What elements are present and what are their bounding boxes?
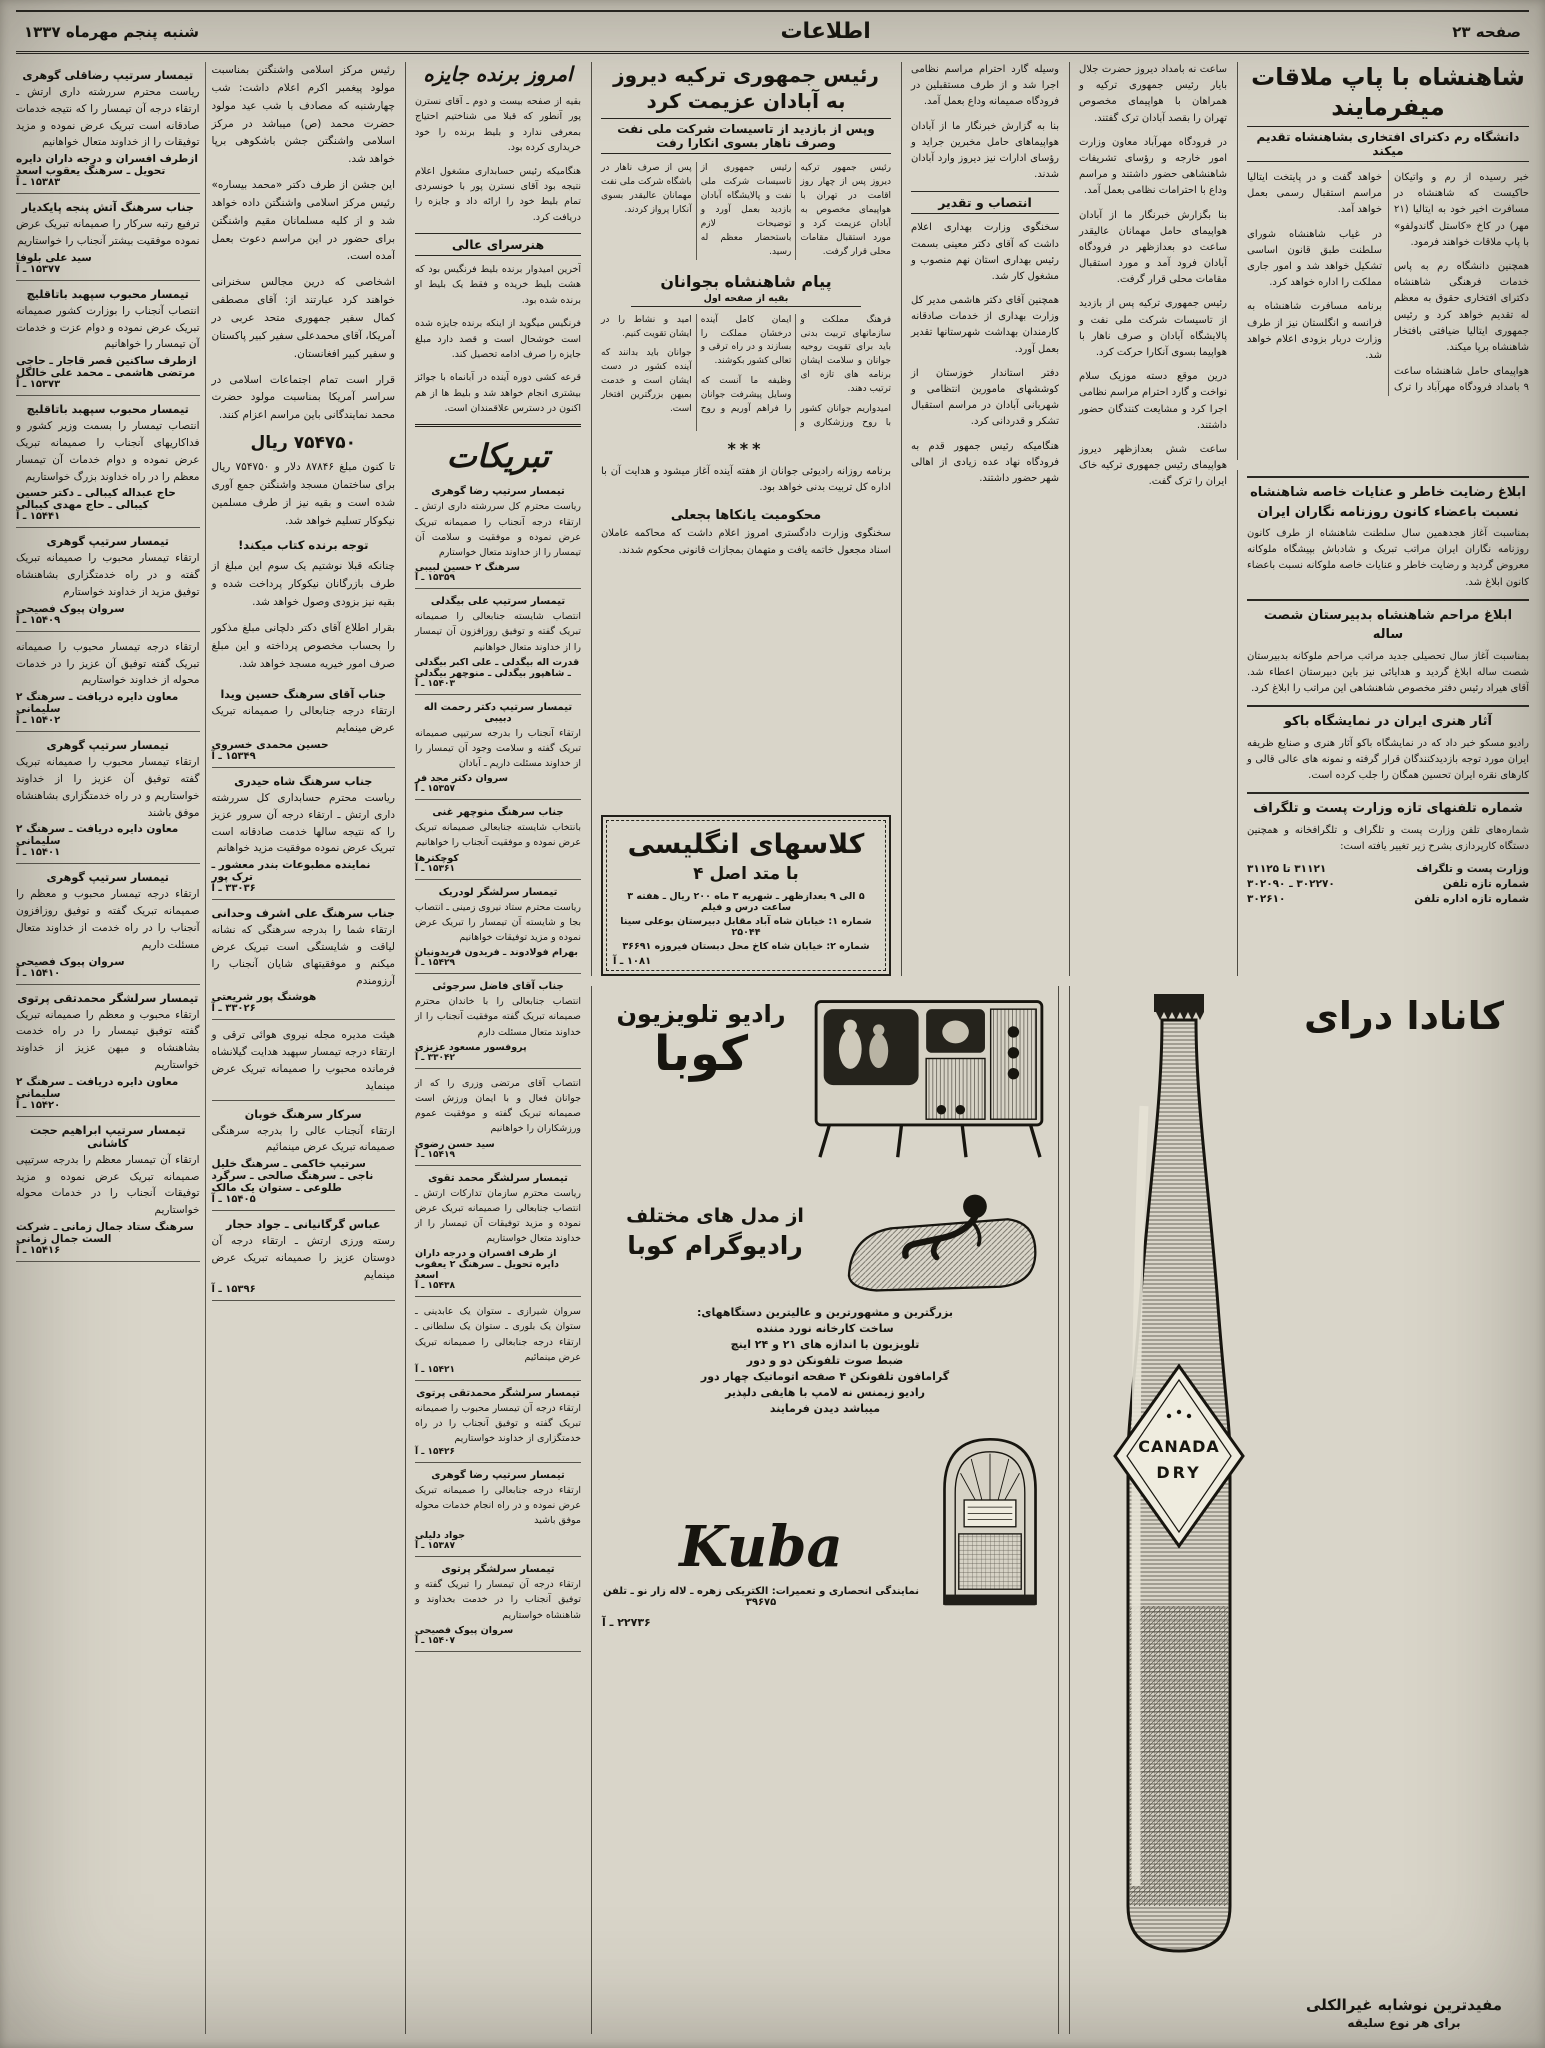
subhead-shah-pope: دانشگاه رم دکترای افتخاری بشاهنشاه تقدیم میکند — [1247, 126, 1529, 162]
classified-text: ارتقاء آنجناب را بدرجه سرتیپی صمیمانه تبریک گفته و سلامت وجود آن تیمسار را از خداوند مسئلت داریم ـ آبادان — [415, 727, 581, 770]
classified-text: ارتقاء درجه آن تیمسار محبوب را صمیمانه تبریک گفته و توفیق آنجناب را در راه خدمتگزاری از خداوند خواستاریم — [415, 1403, 581, 1445]
kuba-ad-bottom-row — [602, 1425, 1048, 1608]
classified-signature: هوشنگ پور شریعتی — [211, 991, 317, 1004]
news-paragraph: هنگامیکه رئیس جمهور قدم به فرودگاه نهاد عده زیادی از اهالی شهر حضور داشتند. — [911, 440, 1059, 484]
classified-text: هیئت مدیره مجله نیروی هوائی ترقی و ارتقاء درجه تیمسار سپهبد هدایت گیلانشاه فرمانده محبوب را صمیمانه تبریک عرض مینماید — [211, 1029, 395, 1092]
ad-detail-line: ساخت کارخانه نورد مننده — [756, 1322, 894, 1335]
article-paragraph: بقرار اطلاع آقای دکتر دلچانی مبلغ مذکور را بحساب مخصوص پرداخته و این مبلغ صرف امور خیریه مسجد خواهد شد. — [211, 621, 395, 670]
classified-signature: سید علی بلوفا — [16, 251, 92, 264]
kuba-ad-middle-row — [602, 1168, 1048, 1296]
classified-ad-number: ۱۵۴۱۹ ـ آ — [415, 1149, 455, 1160]
ad-detail-line: گرامافون تلفونکن ۴ صفحه اتوماتیک چهار دور — [700, 1370, 950, 1383]
classified-item — [212, 681, 396, 768]
kuba-models-line: از مدل های مختلف — [626, 1204, 804, 1227]
phone-line — [1247, 878, 1529, 890]
classified-item — [212, 1101, 396, 1212]
classified-addressee: تیمسار سرتیپ دکتر رحمت اله دبیبی — [423, 701, 573, 724]
news-paragraph: سخنگوی وزارت بهداری اعلام داشت که آقای دکتر معینی بسمت رئیس بهداری استان نهم منصوب و مشغول کار شد. — [911, 222, 1059, 282]
classified-item — [16, 62, 200, 194]
ad-number: ۲۲۷۳۶ ـ آ — [602, 1616, 651, 1629]
phone-numbers-section — [1247, 792, 1529, 905]
article-paragraph: جوانان باید بدانند که آینده کشور در دست ایشان است و خدمت بمیهن بزرگترین افتخار است. — [601, 348, 692, 415]
article-paragraph: رئیس مرکز اسلامی واشنگتن بمناسبت مولود پیغمبر اکرم اعلام داشت: شب چهارشنبه که مصادف با شب عید مولود حضرت محمد (ص) میباشد در مرکز اسلامی واشنگتن جشن باشکوهی برپا خواهد شد. — [211, 64, 395, 166]
canada-dry-bottle-illustration — [1079, 986, 1279, 2034]
classified-item — [212, 1020, 396, 1100]
canada-dry-ad — [1069, 986, 1529, 2034]
classified-signature: سید حسن رضوی — [415, 1138, 495, 1150]
news-paragraph: بنا بگزارش خبرنگار ما از آبادان هواپیمای حامل مهمانان عالیقدر ساعت دو بعدازظهر در فرودگاه آبادان فرود آمد و مورد استقبال مقامات محلی قرار گرفت. — [1079, 209, 1227, 286]
ad-detail-line: بزرگترین و مشهورترین و عالیترین دستگاههای: — [697, 1306, 953, 1319]
notice-line: توجه برنده کتاب میکند! — [238, 538, 369, 553]
news-paragraph: بنا به گزارش خبرنگار ما از آبادان هواپیماهای حامل مخبرین جراید و رؤسای ادارات نیز دیروز وارد آبادان شدند. — [911, 120, 1059, 181]
section-heading: ابلاغ مراحم شاهنشاه بدبیرستان شصت ساله — [1247, 599, 1529, 645]
prize-article-body-2 — [415, 262, 581, 416]
classified-text: ریاست محترم ستاد نیروی زمینی ـ انتصاب بجا و شایسته آن تیمسار را تبریک عرض نموده و مزید توفیقات خواهانیم — [415, 901, 581, 943]
classified-text: ترفیع رتبه سرکار را صمیمانه تبریک عرض نموده موفقیت بیشتر آنجناب را خواستاریم — [16, 218, 200, 247]
canada-dry-caption-line-2: برای هر نوع سلیقه — [1347, 2016, 1461, 2030]
classified-ad-number: ۱۵۴۰۵ ـ آ — [211, 1194, 256, 1206]
ad-number: ۱۰۸۱ ـ آ — [613, 956, 652, 967]
english-ad-subtitle: با متد اصل ۴ — [693, 864, 799, 884]
classified-signature: قدرت اله بیگدلی ـ علی اکبر بیگدلی ـ شاهپور بیگدلی ـ منوچهر بیگدلی — [415, 656, 580, 679]
classified-item — [415, 1463, 581, 1558]
congratulations-list — [415, 479, 581, 1651]
prize-and-congratulations-column — [405, 62, 581, 2034]
classified-text: ریاست محترم سررشته داری ارتش ـ ارتقاء درجه آن تیمسار را که نتیجه خدمات صادقانه است تبریک عرض نموده و مزید توفیقات را از خداوند متعال خواهانیم — [16, 86, 200, 149]
english-classes-ad — [601, 815, 891, 976]
ad-detail-line: ضبط صوت تلفونکن دو و دور — [746, 1354, 904, 1367]
classified-signature: سرهنگ ستاد جمال زمانی ـ شرکت الست جمال زمانی — [16, 1220, 194, 1245]
classified-item — [415, 695, 581, 801]
classified-item — [16, 281, 200, 396]
classified-signature: پروفسور مسعود عزیزی — [415, 1041, 527, 1053]
news-paragraph: در فرودگاه مهرآباد معاون وزارت امور خارجه و رؤسای تشریفات شاهنشاهی حضور داشتند و مراسم وداع با احترامات نظامی بعمل آمد. — [1079, 136, 1227, 197]
classified-item — [415, 1297, 581, 1381]
phones-heading: شماره تلفنهای تازه وزارت پست و تلگراف — [1247, 792, 1529, 819]
classified-item — [16, 396, 200, 528]
classified-text: انتصاب شایسته جنابعالی را صمیمانه تبریک گفته و توفیق روزافزون آن تیمسار را از خداوند متعال خواهانیم — [415, 611, 581, 653]
news-section — [1247, 599, 1529, 698]
classified-item — [212, 900, 396, 1020]
news-paragraph: رئیس جمهوری ترکیه پس از بازدید از تاسیسات شرکت ملی نفت و پالایشگاه آبادان و صرف ناهار با هواپیما بسوی آنکارا حرکت کرد. — [1079, 298, 1227, 358]
article-paragraph: قرعه کشی دوره آینده در آبانماه با جوائز بیشتری انجام خواهد شد و بلیط ها از هم اکنون در دسترس علاقمندان است. — [415, 372, 581, 414]
classified-addressee: تیمسار سرتیپ رضاقلی گوهری — [22, 69, 194, 82]
english-ad-title: کلاسهای انگلیسی — [627, 829, 865, 860]
classified-text: ارتقاء درجه تیمسار محبوب و معظم را صمیمانه تبریک گفته و توفیق روزافزون آنجناب را در راه خدمت از خداوند متعال مسئلت داریم — [16, 888, 200, 951]
classified-signature: از طرف افسران و درجه داران دایره تحویل ـ سرهنگ ۲ یعقوب اسعد — [415, 1248, 559, 1282]
classified-text: انتصاب تیمسار را بسمت وزیر کشور و فداکاریهای آنجناب را صمیمانه تبریک عرض نموده و دوام خدمات آن تیمسار معظم را در راه خداوند بزرگ خواستاریم — [16, 420, 200, 483]
news-paragraph: ساعت شش بعدازظهر دیروز هواپیمای رئیس جمهوری ترکیه خاک ایران را ترک گفت. — [1079, 443, 1227, 488]
shah-message-body-2 — [601, 464, 891, 504]
classified-addressee: تیمسار سرتیپ علی بیگدلی — [430, 596, 566, 608]
conviction-body: سخنگوی وزارت دادگستری امروز اعلام داشت که محاکمه عاملان اسناد مجعول خاتمه یافت و متهمان بمجازات قانونی محکوم شدند. — [601, 528, 891, 556]
kuba-brand-line-1: رادیو تلویزیون — [616, 1000, 786, 1028]
english-ad-address-1: شماره ۱: خیابان شاه آباد مقابل دبیرستان بوعلی سینا ۲۵۰۴۴ — [620, 916, 872, 938]
donation-amount: ۷۵۴۷۵۰ ریال — [250, 433, 356, 454]
classified-item — [415, 880, 581, 975]
classified-ad-number: ۱۵۳۵۹ ـ آ — [415, 573, 455, 584]
classified-item — [415, 479, 581, 589]
article-paragraph: این جشن از طرف دکتر «محمد بیساره» رئیس مرکز اسلامی واشنگتن داده خواهد شد و از کلیه مسلمانان مقیم واشنگتن برای حضور در این مراسم دعوت بعمل آمده است. — [211, 179, 395, 263]
phone-label: وزارت پست و تلگراف — [1416, 863, 1529, 876]
classified-addressee: تیمسار سرلشگر محمدتقی پرتوی — [416, 1388, 580, 1399]
classified-text: انتصاب آقای مرتضی وزری را که از جوانان فعال و با ایمان ورزش است صمیمانه تبریک گفته و موفقیت عموم ورزشکاران را خواهانیم — [415, 1077, 581, 1135]
shah-article-body — [1247, 170, 1529, 396]
classified-item — [415, 1166, 581, 1298]
classified-text: انتصاب آنجناب را بوزارت کشور صمیمانه تبریک عرض نموده و دوام عزت و خدمات آن تیمسار را خواهانیم — [16, 304, 200, 351]
article-paragraph: همچنین دانشگاه رم به پاس خدمات فرهنگی شاهنشاه دکترای افتخاری حقوق به معظم له تقدیم خواهد کرد و رئیس جمهوری ایتالیا ضیافتی بافتخار شاهنشاه برپا میکند. — [1394, 260, 1529, 353]
classified-ad-number: ۱۵۴۰۳ ـ آ — [415, 678, 455, 689]
news-paragraph: همچنین آقای دکتر هاشمی مدیر کل وزارت بهداری از خدمات صادقانه کارمندان بهداشت شهرستانها تقدیر بعمل آورد. — [911, 295, 1059, 355]
canada-dry-caption — [1279, 1996, 1529, 2034]
page-number: صفحه ۲۳ — [1452, 22, 1521, 41]
classified-addressee: تیمسار سرلشگر پرتوی — [441, 1564, 555, 1576]
classified-ad-number: ۱۵۳۸۳ ـ آ — [16, 177, 61, 189]
shah-message-body — [601, 314, 891, 432]
section-heading: آثار هنری ایران در نمایشگاه باکو — [1247, 705, 1529, 732]
news-bottom-list — [911, 220, 1059, 487]
classified-addressee: تیمسار سرتیپ گوهری — [46, 871, 169, 885]
islamic-center-body-top — [212, 62, 396, 425]
news-section — [1247, 705, 1529, 784]
article-paragraph: آخرین امیدوار برنده بلیط فرنگیس بود که هشت بلیط خریده و فقط یک بلیط او برنده شده بود. — [415, 264, 581, 306]
classified-ad-number: ۱۵۴۳۸ ـ آ — [415, 1281, 455, 1292]
news-paragraph: دفتر استاندار خوزستان از کوششهای مامورین انتظامی و شهربانی آبادان در مراسم استقبال تشکر و قدردانی کرد. — [911, 367, 1059, 428]
article-paragraph: خبر رسیده از رم و واتیکان حاکیست که شاهنشاه در مسافرت اخیر خود به ایتالیا (۲۱ مهر) در کاخ «کاستل گاندولفو» با پاپ ملاقات خواهند فرمود. — [1394, 172, 1529, 248]
article-paragraph: بقیه از صفحه بیست و دوم ـ آقای نسترن پور آنطور که قبلا می شناختیم احتیاج بمعرفی ندارد و بلیط برنده را خود خریداری کرده بود. — [415, 96, 581, 154]
article-paragraph: امیدواریم جوانان کشور با روح ورزشکاری و ایمان کامل آینده درخشان مملکت را بسازند و در راه ترقی و تعالی کشور بکوشند. — [700, 314, 891, 429]
classified-item — [212, 1211, 396, 1300]
headline-prize-winner: امروز برنده جایزه — [423, 62, 573, 86]
kuba-details-list — [602, 1306, 1048, 1415]
classified-item — [16, 528, 200, 631]
classified-ad-number: ۱۵۴۱۶ ـ آ — [16, 1244, 61, 1256]
classified-ad-number: ۱۵۳۹۶ ـ آ — [211, 1283, 256, 1295]
classified-signature: کوچکترها — [415, 852, 459, 864]
classified-ad-number: ۱۵۴۰۷ ـ آ — [415, 1635, 455, 1646]
kuba-brand-line-2: کوبا — [653, 1026, 749, 1082]
classified-signature: سروان دکتر مجد فر — [415, 773, 508, 785]
phone-label: شماره تازه اداره تلفن — [1414, 893, 1529, 906]
turkey-article-body — [601, 162, 891, 260]
phone-value: ۳۱۱۲۱ تا ۳۱۱۲۵ — [1247, 863, 1327, 876]
bottle-label-line-2: DRY — [1156, 1463, 1202, 1482]
canada-dry-text-block — [1279, 986, 1529, 2034]
continued-from-note: بقیه از صفحه اول — [631, 293, 861, 307]
news-paragraph: وسیله گارد احترام مراسم نظامی اجرا شد و از طرف مستقبلین در فرودگاه صمیمانه وداع بعمل آمد. — [911, 64, 1059, 108]
classified-ad-number: ۱۵۳۴۹ ـ آ — [211, 751, 256, 763]
article-paragraph: وظیفه ما آنست که وسایل پیشرفت جوانان را فراهم آوریم و روح امید و نشاط را در ایشان تقویت کنیم. — [601, 314, 792, 415]
issue-date: شنبه پنجم مهرماه ۱۳۳۷ — [24, 22, 200, 41]
ad-detail-line: میباشد دیدن فرمایند — [769, 1402, 881, 1415]
kuba-radio-tv-ad — [591, 986, 1059, 2034]
kuba-tv-console-illustration — [810, 994, 1048, 1160]
article-paragraph: فرهنگ مملکت و سازمانهای تربیت بدنی باید برای تقویت روحیه جوانان و سلامت ایشان برنامه های تازه ای ترتیب دهند. — [800, 314, 891, 395]
news-paragraph: درین موقع دسته موزیک سلام نواخت و گارد احترام مراسم نظامی اجرا کرد و مشایعت کنندگان حضور داشتند. — [1079, 371, 1227, 431]
canada-dry-heading: کانادا درای — [1304, 994, 1504, 1038]
kuba-latin-logo: Kuba — [679, 1514, 843, 1580]
article-paragraph: فرنگیس میگوید از اینکه برنده جایزه شده است خوشحال است و قصد دارد مبلغ جایزه را صرف ادامه تحصیل کند. — [415, 318, 581, 360]
article-paragraph: قرار است تمام اجتماعات اسلامی در سراسر آمریکا بمناسبت مولود حضرت محمد نمایندگانی باین مراسم اعزام کنند. — [211, 373, 395, 422]
classified-text: ارتقاء درجه آن تیمسار را تبریک گفته و توفیق آنجناب را در خدمت بخداوند و شاهنشاه خواستاریم — [415, 1579, 581, 1621]
classified-item — [16, 985, 200, 1117]
english-ad-schedule: ۵ الی ۹ بعدازظهر ـ شهریه ۳ ماه ۲۰۰ ریال ـ هفته ۳ ساعت درس و فیلم — [627, 891, 865, 913]
article-paragraph: برنامه مسافرت شاهنشاه به فرانسه و انگلستان نیز از طرف وزارت دربار بزودی اعلام خواهد شد. — [1247, 301, 1382, 361]
article-paragraph: اشخاصی که درین مجالس سخنرانی خواهند کرد عبارتند از: آقای مصطفی کمال سفیر جمهوری متحد عربی در آمریکا، آقای محمدعلی سفیر کبیر پاکستان و سفیر کبیر افغانستان. — [211, 276, 395, 360]
classified-text: ریاست محترم کل سررشته داری ارتش ـ ارتقاء درجه آنجناب را صمیمانه تبریک عرض نموده و موفقیت و سلامت آن تیمسار را از خداوند متعال خواستارم — [415, 501, 581, 558]
newspaper-title: اطلاعات — [780, 19, 871, 44]
classified-addressee: تیمسار سرتیپ گوهری — [46, 535, 169, 549]
classified-ad-number: ۱۵۴۱۰ ـ آ — [16, 967, 61, 979]
islamic-center-article — [212, 62, 396, 673]
classified-addressee: تیمسار سرتیپ رضا گوهری — [431, 1469, 565, 1481]
phone-value: ۳۰۲۲۷۰ ـ ۳۰۲۰۹۰ — [1247, 878, 1335, 891]
article-paragraph: هواپیمای حامل شاهنشاه ساعت ۹ بامداد فرودگاه مهرآباد را ترک خواهد گفت و در پایتخت ایتالیا مراسم استقبال رسمی بعمل خواهد آمد. — [1247, 172, 1529, 394]
kuba-models-block — [602, 1205, 828, 1260]
classified-ad-number: ۱۵۳۵۷ ـ آ — [415, 784, 455, 795]
classified-ad-number: ۱۵۳۷۳ ـ آ — [16, 379, 61, 391]
classified-item — [16, 732, 200, 864]
classified-item — [415, 1381, 581, 1463]
classified-signature: ازطرف افسران و درجه داران دایره تحویل ـ سرهنگ یعقوب اسعد — [16, 153, 198, 178]
classified-item — [16, 194, 200, 281]
classified-text: بانتخاب شایسته جنابعالی صمیمانه تبریک عرض نموده و موفقیت آنجناب را خواهانیم — [415, 822, 581, 849]
classified-ad-number: ۱۵۴۲۶ ـ آ — [415, 1446, 455, 1457]
islamic-center-body-bottom — [212, 558, 396, 673]
classified-addressee: تیمسار سرلشگر محمدتقی پرتوی — [17, 991, 199, 1005]
classified-text: ارتقاء درجه تیمسار محبوب را صمیمانه تبریک گفته توفیق آن عزیز را در خدمات محوله از خداوند خواستاریم — [16, 640, 200, 687]
classified-signature: حسین محمدی خسروی — [211, 739, 329, 752]
classified-addressee: تیمسار محبوب سپهبد باتاقلیچ — [26, 287, 189, 301]
kuba-agent-line: نمایندگی انحصاری و تعمیرات: الکتریکی زهره ـ لاله زار نو ـ تلفن ۳۹۶۷۵ — [603, 1586, 919, 1608]
classified-ad-number: ۱۵۴۲۹ ـ آ — [415, 958, 455, 969]
ad-detail-line: رادیو زیمنس نه لامپ با هایفی دلپذیر — [725, 1386, 925, 1399]
classified-ad-number: ۱۵۴۲۱ ـ آ — [415, 1365, 455, 1375]
classified-text: ارتقاء تیمسار محبوب را صمیمانه تبریک گفته و در راه خدمتگزاری بشاهنشاه توفیق مزید از خداوند خواستارم — [16, 552, 200, 598]
classified-ad-number: ۱۵۳۸۷ ـ آ — [415, 1541, 455, 1552]
section-body: بمناسبت آغاز هجدهمین سال سلطنت شاهنشاه از طرف کانون روزنامه نگاران ایران مراتب تبریک و شادباش بپیشگاه ملوکانه معروض گردید و رضایت خاطر و عنایات خاصه ملوکانه نسبت باعضاء کانون ابلاغ شد. — [1247, 528, 1529, 588]
classified-signature: نماینده مطبوعات بندر معشور ـ ترک پور — [211, 859, 371, 884]
news-paragraph: ساعت نه بامداد دیروز حضرت جلال بایار رئیس جمهوری ترکیه و همراهان با هواپیمای مخصوص تهران را بقصد آبادان ترک گفتند. — [1079, 64, 1227, 124]
news-section — [1247, 476, 1529, 591]
section-body: بمناسبت آغاز سال تحصیلی جدید مراتب مراحم ملوکانه بدبیرستان شصت ساله ابلاغ گردید و هدایائی نیز باین دبیرستان اعطاء شد. آقای هیراد رئیس دفتر مخصوص شاهنشاهی این مراتب را ابلاغ کرد. — [1247, 650, 1529, 695]
classified-addressee: جناب سرهنگ علی اشرف وحدانی — [211, 907, 395, 921]
classified-item — [212, 768, 396, 900]
article-paragraph: چنانکه قبلا نوشتیم یک سوم این مبلغ از طرف بازرگانان نیکوکار پرداخت شده و بقیه نیز بزودی وصول خواهد شد. — [211, 560, 395, 609]
section-body: رادیو مسکو خبر داد که در نمایشگاه باکو آثار هنری و صنایع ظریفه ایران مورد توجه بازدیدکنندگان قرار گرفته و نمونه های عالی قالی و کارهای نقره ایران تحسین همگان را جلب کرده است. — [1247, 737, 1529, 782]
classified-signature: سرهنگ ۲ حسین لبیبی — [415, 562, 520, 574]
article-paragraph: پس از صرف ناهار در باشگاه شرکت ملی نفت مهمانان عالیقدر بسوی آنکارا پرواز کردند. — [601, 163, 692, 215]
section-heading: ابلاغ رضایت خاطر و عنایات خاصه شاهنشاه نسبت باعضاء کانون روزنامه نگاران ایران — [1247, 476, 1529, 522]
classified-signature: حاج عبداله کیبالی ـ دکتر حسین کیبالی ـ حاج مهدی کیبالی — [16, 487, 176, 512]
classified-signature: جواد دلیلی — [415, 1530, 466, 1542]
phone-line — [1247, 893, 1529, 905]
classified-text: سروان شیرازی ـ ستوان یک عابدینی ـ ستوان یک بلوری ـ ستوان یک سلطانی ـ ارتقاء درجه جنابعالی را صمیمانه تبریک عرض مینمائیم — [415, 1306, 581, 1363]
phone-label: شماره تازه تلفن — [1442, 878, 1529, 891]
classified-addressee: تیمسار سرلشگر لودریک — [438, 886, 558, 898]
ad-detail-line: تلویزیون با اندازه های ۲۱ و ۲۴ اینچ — [730, 1338, 920, 1351]
subhead-appointments: انتصاب و تقدیر — [911, 191, 1059, 214]
phone-line — [1247, 863, 1529, 875]
headline-shah-pope: شاهنشاه با پاپ ملاقات میفرمایند — [1251, 63, 1525, 121]
left-classifieds-column — [16, 62, 395, 2034]
classified-addressee: جناب آقای فاضل سرجوئی — [432, 981, 564, 993]
phones-intro: شماره‌های تلفن وزارت پست و تلگراف و تلگرافخانه و همچنین دستگاه کارپردازی بشرح زیر تغییر یافته است: — [1247, 824, 1529, 853]
news-top-list — [911, 62, 1059, 183]
classified-addressee: جناب سرهنگ شاه حیدری — [234, 775, 373, 789]
classified-addressee: تیمسار محبوب سپهبد باتاقلیچ — [26, 403, 189, 417]
classified-text: ارتقاء آنجناب عالی را بدرجه سرهنگی صمیمانه تبریک عرض مینمائیم — [211, 1124, 395, 1154]
bottle-label-line-1: CANADA — [1138, 1437, 1220, 1456]
phones-list — [1247, 863, 1529, 905]
masthead — [16, 10, 1529, 54]
news-sections-list — [1247, 476, 1529, 784]
classified-text: ارتقاء شما را بدرجه سرهنگی که نشانه لیاقت و شایستگی است تبریک عرض میکنم و موفقیتهای شایان آنجناب را آرزومندم — [211, 924, 395, 987]
classified-addressee: تیمسار سرلشگر محمد تقوی — [428, 1172, 568, 1184]
classified-ad-number: ۱۵۴۰۲ ـ آ — [16, 715, 61, 727]
classified-ad-number: ۱۵۴۲۰ ـ آ — [16, 1099, 61, 1111]
english-ad-address-2: شماره ۲: خیابان شاه کاخ محل دبستان فیروزه ۳۶۶۹۱ — [622, 941, 870, 952]
classified-signature: سرتیپ خاکمی ـ سرهنگ خلیل ناجی ـ سرهنگ صالحی ـ سرگرد طلوعی ـ ستوان یک مالک — [211, 1158, 374, 1195]
classified-signature: معاون دایره دریافت ـ سرهنگ ۲ سلیمانی — [16, 1075, 179, 1100]
donation-paragraph: تا کنون مبلغ ۸۷۸۴۶ دلار و ۷۵۴۷۵۰ ریال برای ساختمان مسجد واشنگتن جمع آوری شده است و بقیه نیز از طرف مسلمین نیکوکار تسلیم خواهد شد. — [211, 461, 395, 527]
article-paragraph: هنگامیکه رئیس حسابداری مشغول اعلام نتیجه بود آقای نسترن پور با خونسردی تمام بلیط خود را ارائه داد و جایزه را دریافت کرد. — [415, 165, 581, 223]
classified-signature: سروان پیوک فصیحی — [415, 1624, 514, 1636]
kuba-brand-block — [602, 994, 800, 1081]
article-paragraph: رئیس جمهور ترکیه دیروز پس از چهار روز اقامت در تهران با هواپیمای مخصوص به آبادان عزیمت کرد و مورد استقبال مقامات محلی قرار گرفت. — [800, 163, 891, 257]
right-column-sections — [1237, 470, 1529, 976]
subhead-turkey-president: وپس از بازدید از تاسیسات شرکت ملی نفت وصرف ناهار بسوی انکارا رفت — [601, 118, 891, 154]
prize-article-body-1 — [415, 94, 581, 225]
headline-turkey-president: رئیس جمهوری ترکیه دیروز به آبادان عزیمت کرد — [613, 63, 879, 113]
classified-addressee: جناب سرهنگ آتش پنجه پایکدیار — [21, 201, 194, 215]
classified-signature: سروان پیوک فصیحی — [16, 602, 125, 615]
classified-signature: معاون دایره دریافت ـ سرهنگ ۲ سلیمانی — [16, 691, 179, 716]
news-column-1 — [1069, 62, 1227, 976]
classified-signature: معاون دایره دریافت ـ سرهنگ ۲ سلیمانی — [16, 823, 179, 848]
classified-ad-number: ۳۳۰۴۲ ـ آ — [415, 1052, 455, 1063]
page-content — [16, 62, 1529, 2034]
classified-item — [415, 589, 581, 695]
kuba-logo-block — [602, 1514, 920, 1608]
classified-signature: سروان پیوک فصیحی — [16, 955, 125, 968]
classified-ad-number: ۱۵۴۰۱ ـ آ — [16, 847, 61, 859]
stars-separator: *** — [727, 439, 765, 459]
classified-text: ارتقاء محبوب و معظم را صمیمانه تبریک گفته توفیق تیمسار را در راه خدمت بشاهنشاه و میهن عزیز از خداوند خواستاریم — [16, 1008, 200, 1071]
classified-addressee: تیمسار سرتیپ رضا گوهری — [431, 486, 565, 498]
article-paragraph: برنامه روزانه رادیوئی جوانان از هفته آینده آغاز میشود و هدایت آن با اداره کل تربیت بدنی خواهد بود. — [601, 466, 891, 494]
classified-ad-number: ۱۵۳۷۷ ـ آ — [16, 263, 61, 275]
classified-signature: بهرام فولادوند ـ فریدون فریدونیان — [415, 947, 578, 959]
woman-on-sofa-illustration — [838, 1168, 1048, 1296]
classified-text: ریاست محترم حسابداری کل سررشته داری ارتش ـ ارتقاء درجه آن سرور عزیز را که نتیجه سالها خدمت صادقانه است تبریک عرض نموده موفقیت مزید خواهانم — [211, 792, 395, 855]
headline-conviction: محکومیت یانکاها بجعلی — [670, 508, 822, 524]
classified-item — [16, 1117, 200, 1262]
jukebox-illustration — [932, 1425, 1048, 1608]
classified-signature: ازطرف ساکنین قصر قاجار ـ حاجی مرتضی هاشمی ـ محمد علی خالگل — [16, 355, 197, 380]
congratulations-heading: تبریکات — [415, 424, 581, 475]
article-turkey-president — [591, 62, 891, 976]
subhead-art-academy: هنرسرای عالی — [415, 233, 581, 256]
classified-item — [415, 974, 581, 1069]
classified-text: ارتقاء درجه جنابعالی را صمیمانه تبریک عرض مینمایم — [211, 705, 395, 735]
headline-shah-message-youth: پیام شاهنشاه بجوانان — [660, 271, 832, 291]
classified-item — [16, 864, 200, 984]
classified-text: ارتقاء تیمسار محبوب را صمیمانه تبریک گفته توفیق آن عزیز را از خداوند خواستاریم و در راه خدمتگزاری بشاهنشاه موفق باشند — [16, 756, 200, 819]
classified-text: ریاست محترم سازمان تدارکات ارتش ـ انتصاب جنابعالی را صمیمانه تبریک عرض نموده و مزید توفیقات آن تیمسار را از خداوند متعال خواستاریم — [415, 1187, 581, 1245]
classified-addressee: عباس گرگانیانی ـ جواد حجار — [226, 1218, 381, 1232]
classified-ad-number: ۱۵۴۴۱ ـ آ — [16, 511, 61, 523]
classified-ad-number: ۳۳۰۲۶ ـ آ — [211, 1003, 256, 1015]
classified-addressee: جناب سرهنگ منوچهر غنی — [432, 807, 564, 819]
classified-text: انتصاب جنابعالی را با خاندان محترم صمیمانه تبریک گفته موفقیت آنجناب را از خداوند متعال مسئلت دارم — [415, 996, 581, 1038]
classified-text: ارتقاء آن تیمسار معظم را بدرجه سرتیپی صمیمانه تبریک عرض نموده و مزید توفیقات آنجناب را در خدمات محوله خواستاریم — [16, 1153, 200, 1217]
news-column-2 — [901, 62, 1059, 976]
canada-dry-caption-line-1: مفیدترین نوشابه غیرالکلی — [1305, 1996, 1503, 2014]
classified-text: ارتقاء درجه جنابعالی را صمیمانه تبریک عرض نموده و در راه انجام خدمات محوله موفق باشید — [415, 1484, 581, 1526]
phone-value: ۳۰۲۶۱۰ — [1247, 893, 1286, 906]
classified-ad-number: ۱۵۳۶۱ ـ آ — [415, 863, 455, 874]
classified-addressee: تیمسار سرتیپ گوهری — [46, 739, 169, 753]
article-shah-pope-visit — [1237, 62, 1529, 460]
classified-item — [16, 632, 200, 732]
classified-addressee: جناب آقای سرهنگ حسین ویدا — [220, 688, 387, 702]
classified-text: رسته ورزی ارتش ـ ارتقاء درجه آن دوستان عزیز را صمیمانه تبریک عرض مینمایم — [211, 1235, 395, 1281]
classified-ad-number: ۱۵۴۰۹ ـ آ — [16, 614, 61, 626]
article-paragraph: رئیس جمهوری از تاسیسات شرکت ملی نفت و پالایشگاه آبادان بازدید بعمل آورد و توضیحات لازم باستحضار معظم له رسید. — [700, 163, 792, 257]
kuba-ad-top-row — [602, 994, 1048, 1160]
classified-item — [415, 1557, 581, 1652]
classified-addressee: تیمسار سرتیپ ابراهیم حجت کاشانی — [29, 1123, 186, 1150]
kuba-radiogram-line: رادیوگرام کوبا — [627, 1230, 803, 1260]
classified-item — [415, 800, 581, 879]
article-paragraph: در غیاب شاهنشاه شورای سلطنت طبق قانون اساسی تشکیل خواهد شد و امور جاری مملکت را اداره خواهد کرد. — [1247, 228, 1382, 289]
classified-addressee: سرکار سرهنگ خوبان — [244, 1107, 362, 1121]
classified-item — [415, 1069, 581, 1166]
classified-ad-number: ۳۳۰۳۶ ـ آ — [211, 883, 256, 895]
